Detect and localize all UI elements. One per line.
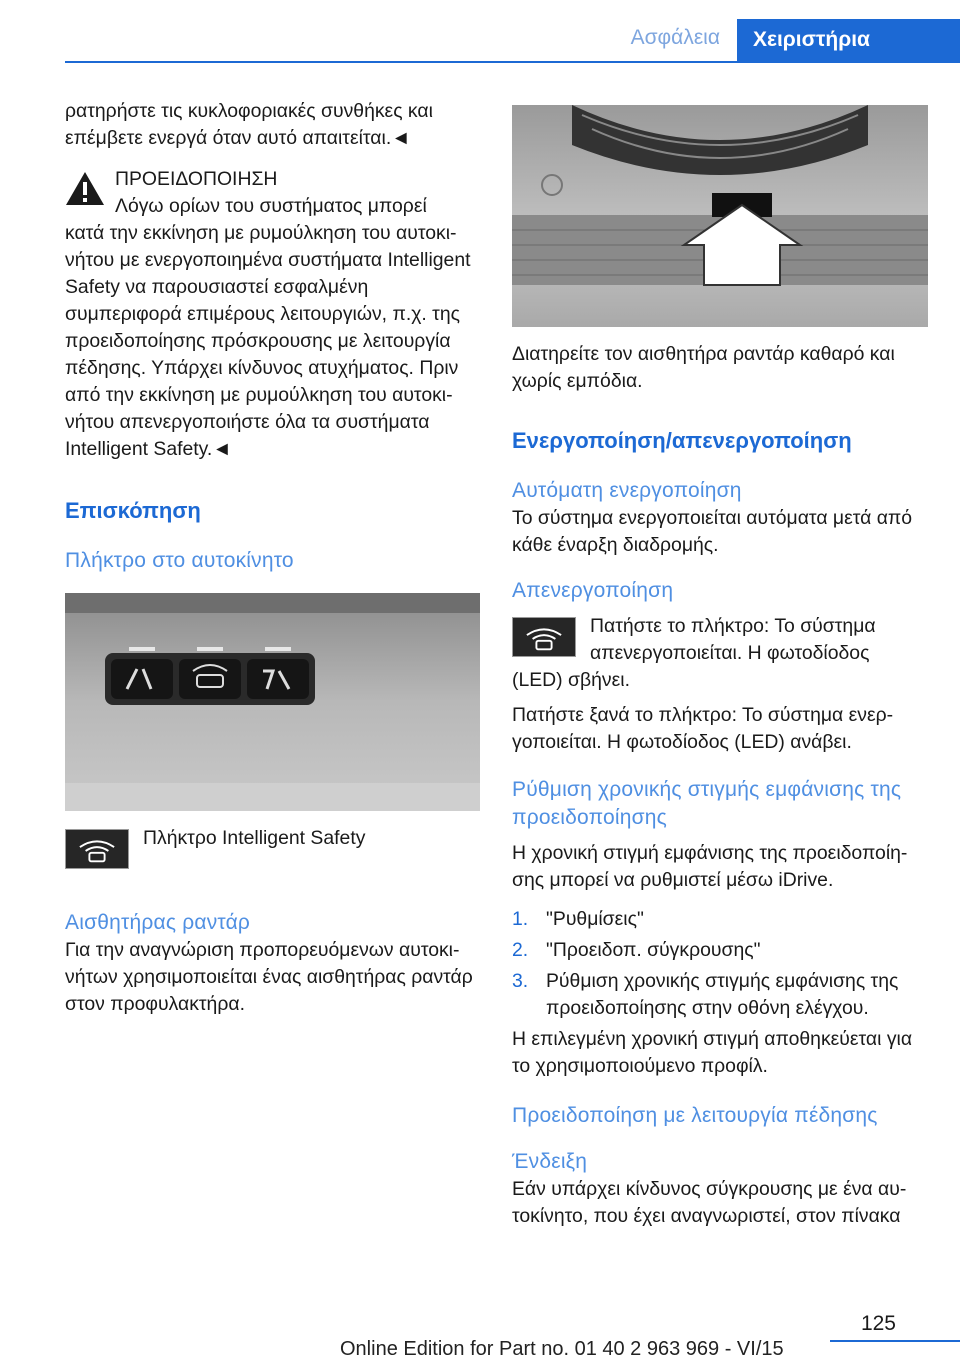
display-text: Εάν υπάρχει κίνδυνος σύγκρουσης με ένα αυτοκίνητο, που έχει αναγνωριστεί, στον πίνακα [512, 1178, 907, 1227]
radar-photo-caption: Διατηρείτε τον αισθητήρα ραντάρ καθαρό και χωρίς εμπόδια. [512, 343, 895, 392]
deactivation-text: Πατήστε το πλήκτρο: Το σύστημα απενεργοποιείται. Η φωτοδίοδος [590, 615, 876, 664]
heading-button-in-car: Πλήκτρο στο αυτοκίνητο [65, 549, 294, 572]
header-chapter-tab[interactable]: Χειριστήρια [737, 19, 960, 61]
heading-deactivation: Απενεργοποίηση [512, 579, 674, 602]
button-caption: Πλήκτρο Intelligent Safety [143, 827, 366, 849]
footer-rule [830, 1340, 960, 1342]
auto-activation-text: Το σύστημα ενεργοποιείται αυτόματα μετά από κάθε έναρξη διαδρομής. [512, 507, 913, 556]
intelligent-safety-button-icon [512, 617, 576, 657]
deactivation-row [512, 613, 929, 667]
heading-warning-timing: Ρύθμιση χρονικής στιγμής εμφάνισης της προειδοποίησης [512, 778, 902, 829]
deactivation-text-cont: (LED) σβήνει. [512, 669, 630, 691]
heading-auto-activation: Αυτόματη ενεργοποίηση [512, 479, 742, 502]
warning-block [65, 166, 482, 463]
list-item: 3. Ρύθμιση χρονικής στιγμής εμφάνισης της προειδοποίησης στην οθόνη ελέγχου. [512, 970, 899, 1019]
list-item: 2. "Προειδοπ. σύγκρουσης" [512, 939, 761, 961]
heading-display: Ένδειξη [512, 1150, 588, 1173]
warning-title: ΠΡΟΕΙΔΟΠΟΙΗΣΗ [115, 168, 278, 190]
list-item: 1. "Ρυθμίσεις" [512, 908, 644, 930]
heading-on-off: Ενεργοποίηση/απενεργοποίηση [512, 428, 852, 453]
reactivation-text: Πατήστε ξανά το πλήκτρο: Το σύστημα ενεργοποιείται. Η φωτοδίοδος (LED) ανάβει. [512, 704, 894, 753]
intro-text: ρατηρήστε τις κυκλοφοριακές συνθήκες και επέμβετε ενεργά όταν αυτό απαιτείται.◄ [65, 100, 433, 149]
intelligent-safety-caption-row [65, 825, 482, 869]
warning-triangle-icon [65, 170, 105, 206]
timing-text: Η χρονική στιγμή εμφάνισης της προειδοποίησης μπορεί να ρυθμιστεί μέσω iDrive. [512, 842, 908, 891]
steps-list [512, 906, 929, 1022]
radar-sensor-photo [512, 105, 928, 327]
page-number: 125 [860, 1312, 896, 1335]
warning-line1: Λόγω ορίων του συστήματος μπορεί [115, 195, 427, 217]
footer-edition: Online Edition for Part no. 01 40 2 963 969 - VI/15 [340, 1338, 784, 1360]
saved-profile-text: Η επιλεγμένη χρονική στιγμή αποθηκεύεται για το χρησιμοποιούμενο προφίλ. [512, 1028, 913, 1077]
intelligent-safety-button-icon [65, 829, 129, 869]
radar-text: Για την αναγνώριση προπορευόμενων αυτοκινήτων χρησιμοποιείται ένας αισθητήρας ραντάρ στον προφυλακτήρα. [65, 939, 473, 1015]
button-panel-photo [65, 593, 480, 811]
heading-overview: Επισκόπηση [65, 498, 201, 523]
heading-braking-warning: Προειδοποίηση με λειτουργία πέδησης [512, 1104, 878, 1127]
warning-body: κατά την εκκίνηση με ρυμούλκηση του αυτοκινήτου με ενεργοποιημένα συστήματα Intelligent Safety να παρουσιαστεί εσφαλμένη συμπεριφορά επιμέρους λειτουργιών, π.χ. της προειδοποίησης πρόσκρουσης με λειτουργία πέδησης. Υπάρχει κίνδυνος ατυχήματος. Πριν από την εκκίνηση με ρυμούλκηση του αυτοκινήτου απενεργοποιήστε όλα τα συστήματα Intelligent Safety.◄ [65, 222, 471, 460]
left-column [65, 98, 482, 1018]
header-rule [65, 61, 960, 63]
heading-radar-sensor: Αισθητήρας ραντάρ [65, 911, 251, 934]
right-column [512, 105, 929, 1230]
header-section[interactable]: Ασφάλεια [630, 26, 720, 49]
